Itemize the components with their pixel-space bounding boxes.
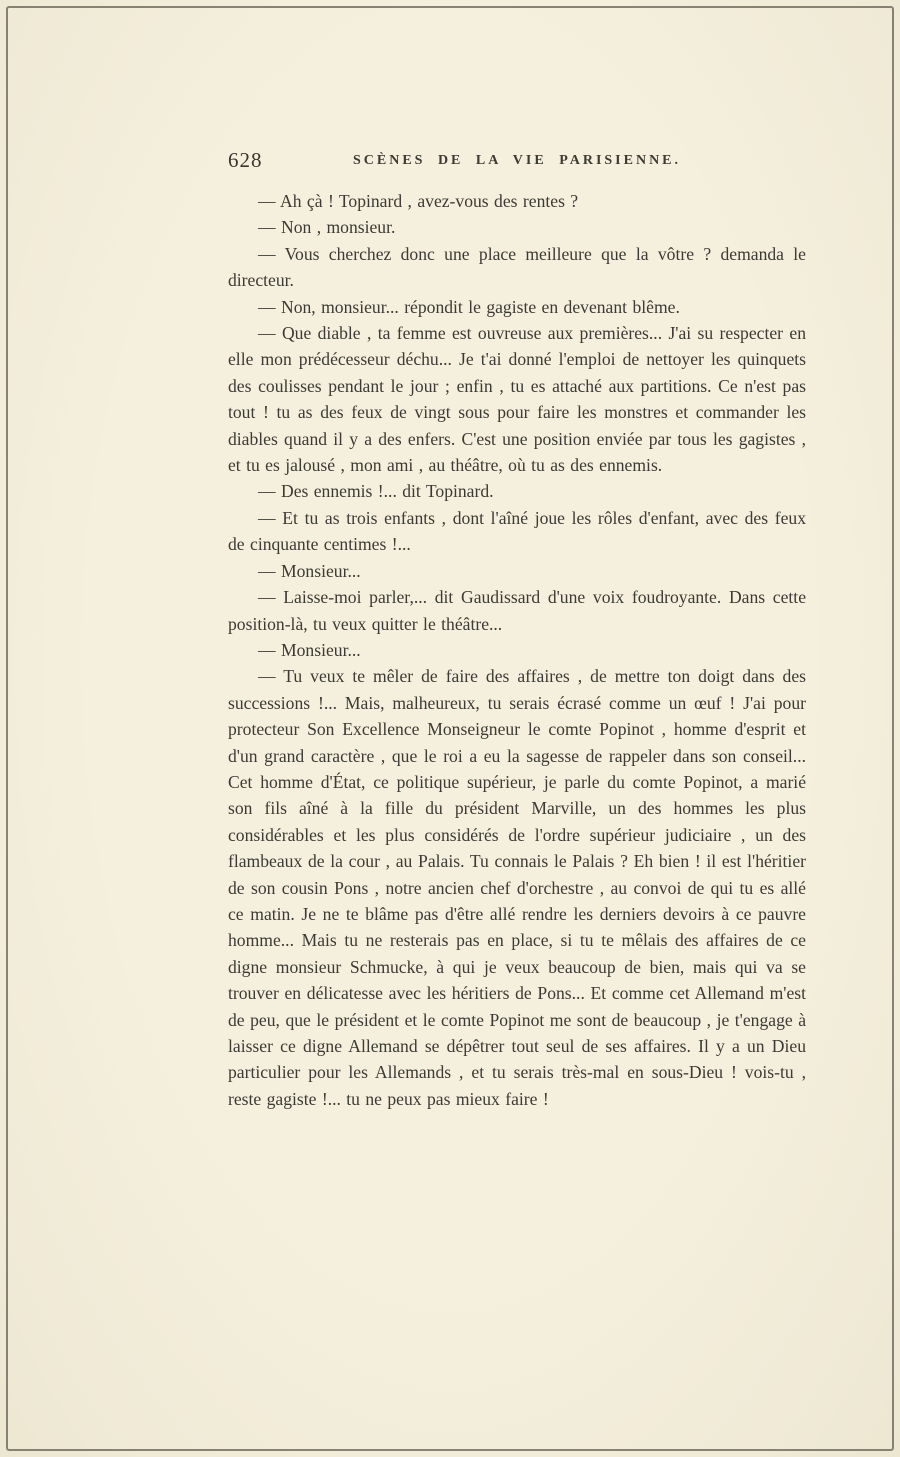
paragraph: — Monsieur... xyxy=(258,639,361,660)
body-text xyxy=(228,188,806,1112)
paragraph: — Que diable , ta femme est ouvreuse aux premières... J'ai su respecter en elle mon prédécesseur déchu... Je t'ai donné l'emploi de nettoyer les quinquets des coulisses pendant le jour ; enfin , tu es attaché aux partitions. Ce n'est pas tout ! tu as des feux de vingt sous pour faire les monstres et commander les diables quand il y a des enfers. C'est une position enviée par tous les gagistes , et tu es jalousé , mon ami , au théâtre, où tu as des ennemis. xyxy=(228,323,806,476)
page-header xyxy=(228,148,806,182)
paragraph: — Laisse-moi parler,... dit Gaudissard d'une voix foudroyante. Dans cette position-là, tu veux quitter le théâtre... xyxy=(228,587,806,634)
paragraph: — Non , monsieur. xyxy=(258,217,396,238)
paragraph: — Non, monsieur... répondit le gagiste en devenant blême. xyxy=(258,296,680,317)
running-header: SCÈNES DE LA VIE PARISIENNE. xyxy=(352,153,682,168)
paragraph: — Tu veux te mêler de faire des affaires , de mettre ton doigt dans des successions !... Mais, malheureux, tu serais écrasé comme un œuf ! J'ai pour protecteur Son Excellence Monseigneur le comte Popinot , homme d'esprit et d'un grand caractère , que le roi a eu la sagesse de rappeler dans son conseil... Cet homme d'État, ce politique supérieur, je parle du comte Popinot, a marié son fils aîné à la fille du président Marville, un des hommes les plus considérables et les plus considérés de l'ordre supérieur judiciaire , un des flambeaux de la cour , au Palais. Tu connais le Palais ? Eh bien ! il est l'héritier de son cousin Pons , notre ancien chef d'orchestre , au convoi de qui tu es allé ce matin. Je ne te blâme pas d'être allé rendre les derniers devoirs à ce pauvre homme... Mais tu ne resterais pas en place, si tu te mêlais des affaires de ce digne monsieur Schmucke, à qui je veux beaucoup de bien, mais qui va se trouver en délicatesse avec les héritiers de Pons... Et comme cet Allemand m'est de peu, que le président et le comte Popinot me sont de beaucoup , je t'engage à laisser ce digne Allemand se dépêtrer tout seul de ses affaires. Il y a un Dieu particulier pour les Allemands , et tu serais très-mal en sous-Dieu ! vois-tu , reste gagiste !... tu ne peux pas mieux faire ! xyxy=(228,666,806,1109)
paragraph: — Et tu as trois enfants , dont l'aîné joue les rôles d'enfant, avec des feux de cinquante centimes !... xyxy=(228,507,806,555)
paragraph: — Des ennemis !... dit Topinard. xyxy=(258,481,494,502)
paragraph: — Vous cherchez donc une place meilleure que la vôtre ? demanda le directeur. xyxy=(228,243,806,291)
paragraph: — Ah çà ! Topinard , avez-vous des rentes ? xyxy=(258,191,579,211)
paragraph: — Monsieur... xyxy=(258,560,361,581)
book-page xyxy=(228,0,806,1112)
page-number: 628 xyxy=(228,148,263,172)
